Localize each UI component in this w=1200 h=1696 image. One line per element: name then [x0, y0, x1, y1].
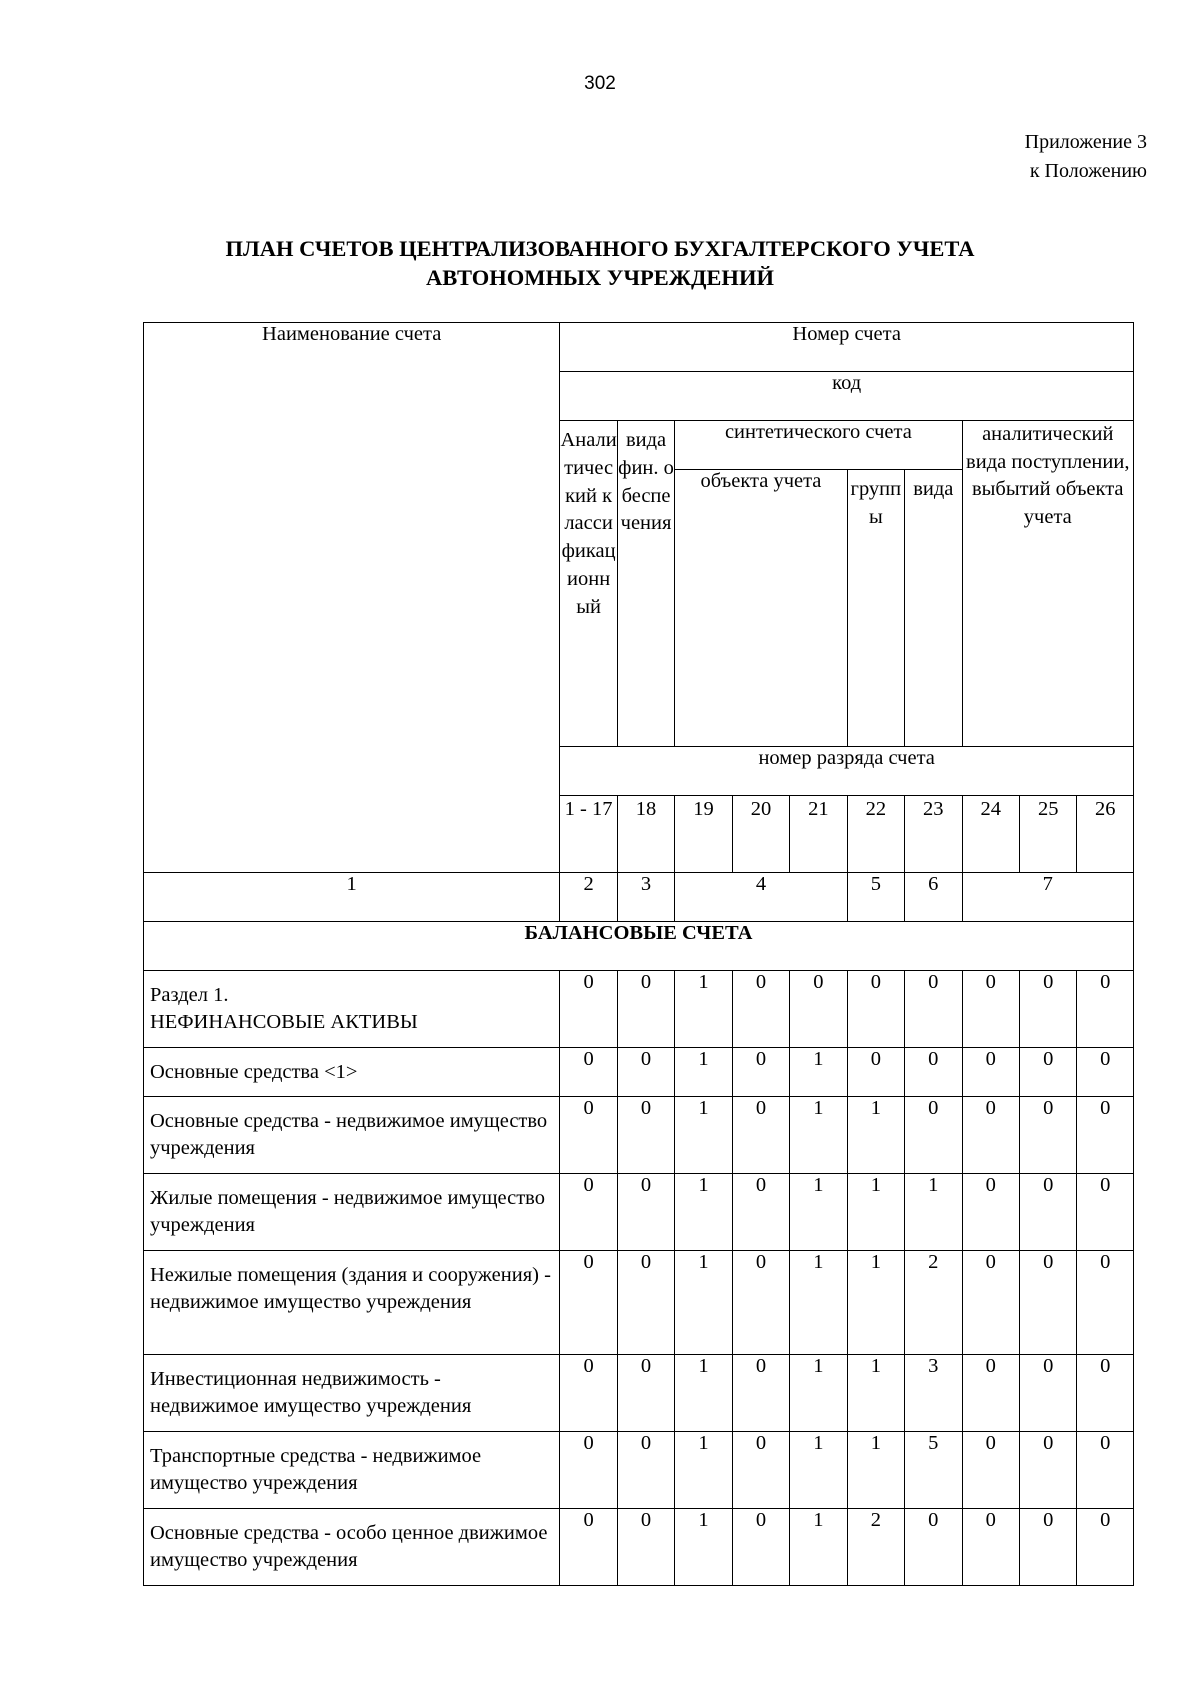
account-digit-cell: 0 [732, 1097, 789, 1174]
account-digit-cell: 1 [905, 1174, 962, 1251]
account-digit-cell: 0 [962, 1355, 1019, 1432]
account-name-cell: Транспортные средства - недвижимое имущество учреждения [144, 1432, 560, 1509]
account-digit-cell: 3 [905, 1355, 962, 1432]
table-row [144, 971, 1134, 1048]
header-digit-label: номер разряда счета [560, 747, 1134, 796]
account-digit-cell: 1 [847, 1432, 904, 1509]
digit-col-5: 21 [790, 796, 847, 873]
header-analytic: аналитический вида поступлении, выбытий объекта учета [962, 421, 1133, 747]
header-group: группы [847, 470, 904, 747]
table-row [144, 1432, 1134, 1509]
digit-col-9: 25 [1019, 796, 1076, 873]
appendix-line-1: Приложение 3 [1024, 131, 1147, 153]
account-digit-cell: 1 [790, 1251, 847, 1355]
account-digit-cell: 0 [1077, 1174, 1134, 1251]
account-digit-cell: 1 [847, 1251, 904, 1355]
account-digit-cell: 1 [847, 1355, 904, 1432]
account-digit-cell: 0 [617, 1097, 674, 1174]
account-digit-cell: 0 [1077, 1355, 1134, 1432]
column-number: 5 [847, 873, 904, 922]
header-financing-type: вида фин. обеспечения [617, 421, 674, 747]
account-digit-cell: 1 [847, 1174, 904, 1251]
table-row [144, 1048, 1134, 1097]
digit-col-6: 22 [847, 796, 904, 873]
table-row [144, 1509, 1134, 1586]
account-digit-cell: 2 [847, 1509, 904, 1586]
account-digit-cell: 0 [1019, 1509, 1076, 1586]
account-digit-cell: 2 [905, 1251, 962, 1355]
account-digit-cell: 0 [962, 1097, 1019, 1174]
account-digit-cell: 0 [962, 1174, 1019, 1251]
account-digit-cell: 0 [847, 1048, 904, 1097]
account-digit-cell: 0 [617, 1251, 674, 1355]
account-digit-cell: 0 [1077, 1048, 1134, 1097]
column-number: 4 [675, 873, 847, 922]
account-digit-cell: 0 [847, 971, 904, 1048]
account-digit-cell: 0 [1077, 1251, 1134, 1355]
account-digit-cell: 1 [790, 1509, 847, 1586]
digit-col-4: 20 [732, 796, 789, 873]
account-name-cell: Основные средства - особо ценное движимое имущество учреждения [144, 1509, 560, 1586]
account-digit-cell: 0 [1019, 1251, 1076, 1355]
account-digit-cell: 0 [617, 1432, 674, 1509]
account-digit-cell: 1 [790, 1097, 847, 1174]
table-row [144, 1251, 1134, 1355]
account-digit-cell: 0 [790, 971, 847, 1048]
account-digit-cell: 0 [732, 971, 789, 1048]
account-digit-cell: 0 [962, 1048, 1019, 1097]
account-digit-cell: 1 [675, 1097, 732, 1174]
account-digit-cell: 0 [1019, 1432, 1076, 1509]
account-digit-cell: 1 [675, 1509, 732, 1586]
appendix-line-2: к Положению [1029, 160, 1147, 182]
account-name-cell: Раздел 1. НЕФИНАНСОВЫЕ АКТИВЫ [144, 971, 560, 1048]
chart-of-accounts-table [143, 322, 1134, 1586]
account-digit-cell: 1 [847, 1097, 904, 1174]
table-row [144, 1097, 1134, 1174]
digit-col-7: 23 [905, 796, 962, 873]
digit-col-10: 26 [1077, 796, 1134, 873]
account-digit-cell: 0 [1077, 1432, 1134, 1509]
column-number: 7 [962, 873, 1133, 922]
account-digit-cell: 0 [905, 1048, 962, 1097]
account-digit-cell: 0 [560, 1174, 617, 1251]
account-digit-cell: 0 [732, 1174, 789, 1251]
account-digit-cell: 0 [1077, 971, 1134, 1048]
header-kind: вида [905, 470, 962, 747]
section-title: БАЛАНСОВЫЕ СЧЕТА [144, 922, 1134, 971]
account-digit-cell: 1 [790, 1174, 847, 1251]
digit-col-3: 19 [675, 796, 732, 873]
account-digit-cell: 0 [962, 1509, 1019, 1586]
account-digit-cell: 1 [675, 1251, 732, 1355]
account-digit-cell: 0 [617, 1174, 674, 1251]
account-digit-cell: 1 [675, 1355, 732, 1432]
account-digit-cell: 0 [617, 1509, 674, 1586]
digit-col-1: 1 - 17 [560, 796, 617, 873]
account-digit-cell: 0 [1019, 1174, 1076, 1251]
account-digit-cell: 0 [560, 971, 617, 1048]
account-digit-cell: 0 [560, 1509, 617, 1586]
account-digit-cell: 0 [560, 1097, 617, 1174]
header-account-name: Наименование счета [144, 323, 560, 873]
account-digit-cell: 0 [1019, 1097, 1076, 1174]
account-digit-cell: 0 [962, 1432, 1019, 1509]
column-number: 1 [144, 873, 560, 922]
account-digit-cell: 0 [560, 1432, 617, 1509]
table-row [144, 1174, 1134, 1251]
account-digit-cell: 1 [790, 1355, 847, 1432]
header-analytic-classification: Аналитический классификационный [560, 421, 617, 747]
account-digit-cell: 0 [560, 1251, 617, 1355]
account-digit-cell: 0 [1077, 1509, 1134, 1586]
account-name-cell: Основные средства - недвижимое имущество учреждения [144, 1097, 560, 1174]
account-digit-cell: 0 [617, 1355, 674, 1432]
column-number: 6 [905, 873, 962, 922]
account-digit-cell: 0 [1019, 1048, 1076, 1097]
account-digit-cell: 1 [675, 1048, 732, 1097]
account-digit-cell: 0 [732, 1509, 789, 1586]
title-line-1: ПЛАН СЧЕТОВ ЦЕНТРАЛИЗОВАННОГО БУХГАЛТЕРСКОГО УЧЕТА [225, 236, 975, 261]
account-digit-cell: 1 [675, 971, 732, 1048]
account-digit-cell: 0 [732, 1432, 789, 1509]
account-digit-cell: 0 [962, 971, 1019, 1048]
account-digit-cell: 0 [905, 971, 962, 1048]
header-synthetic-account: синтетического счета [675, 421, 962, 470]
account-digit-cell: 0 [1019, 1355, 1076, 1432]
account-digit-cell: 1 [675, 1174, 732, 1251]
account-digit-cell: 0 [1077, 1097, 1134, 1174]
column-number: 3 [617, 873, 674, 922]
header-code: код [560, 372, 1134, 421]
column-number: 2 [560, 873, 617, 922]
account-digit-cell: 0 [560, 1355, 617, 1432]
account-digit-cell: 0 [560, 1048, 617, 1097]
account-digit-cell: 0 [732, 1355, 789, 1432]
account-name-cell: Нежилые помещения (здания и сооружения) - недвижимое имущество учреждения [144, 1251, 560, 1355]
header-object: объекта учета [675, 470, 847, 747]
account-digit-cell: 0 [617, 971, 674, 1048]
account-name-cell: Инвестиционная недвижимость - недвижимое имущество учреждения [144, 1355, 560, 1432]
account-digit-cell: 0 [1019, 971, 1076, 1048]
account-digit-cell: 5 [905, 1432, 962, 1509]
page-number: 302 [584, 73, 616, 94]
account-name-cell: Основные средства <1> [144, 1048, 560, 1097]
header-account-number: Номер счета [560, 323, 1134, 372]
account-digit-cell: 1 [790, 1048, 847, 1097]
document-title [0, 234, 1200, 292]
digit-col-2: 18 [617, 796, 674, 873]
appendix-note [847, 128, 1147, 186]
account-digit-cell: 0 [962, 1251, 1019, 1355]
digit-col-8: 24 [962, 796, 1019, 873]
account-digit-cell: 0 [905, 1509, 962, 1586]
account-digit-cell: 0 [905, 1097, 962, 1174]
account-digit-cell: 1 [675, 1432, 732, 1509]
table-row [144, 1355, 1134, 1432]
account-name-cell: Жилые помещения - недвижимое имущество учреждения [144, 1174, 560, 1251]
account-digit-cell: 0 [617, 1048, 674, 1097]
title-line-2: АВТОНОМНЫХ УЧРЕЖДЕНИЙ [426, 265, 774, 290]
account-digit-cell: 0 [732, 1048, 789, 1097]
account-digit-cell: 0 [732, 1251, 789, 1355]
account-digit-cell: 1 [790, 1432, 847, 1509]
